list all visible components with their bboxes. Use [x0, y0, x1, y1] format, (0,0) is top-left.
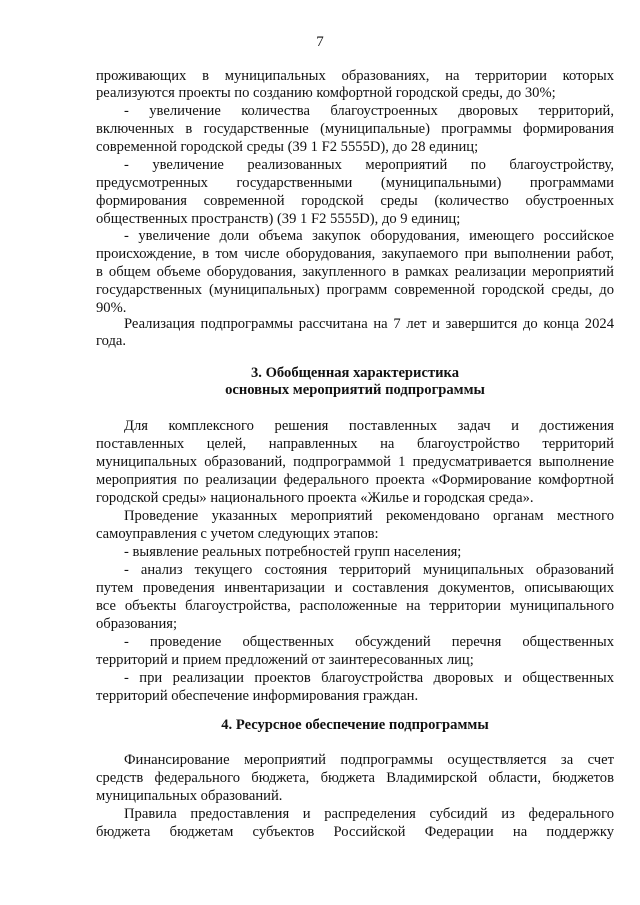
section-heading: основных мероприятий подпрограммы — [225, 382, 485, 398]
text-line: образования; — [96, 616, 178, 632]
text-line: - анализ текущего состояния территорий муниципальных образований — [124, 562, 614, 578]
text-line: формирования современной городской среды (количество обустроенных — [96, 193, 614, 209]
text-line: - увеличение количества благоустроенных дворовых территорий, — [124, 103, 614, 119]
text-line: муниципальных образований. — [96, 788, 283, 804]
text-line: включенных в государственные (муниципальные) программы формирования — [96, 121, 614, 137]
text-line: года. — [96, 333, 127, 349]
text-line: предусмотренных государственными (муниципальными) программами — [96, 175, 614, 191]
text-line: все объекты благоустройства, расположенные на территории муниципального — [96, 598, 614, 614]
text-line: Для комплексного решения поставленных задач и достижения — [124, 418, 614, 434]
text-line: путем проведения инвентаризации и составления документов, описывающих — [96, 580, 614, 596]
text-line: территорий обеспечение информирования граждан. — [96, 688, 419, 704]
text-line: происхождение, в том числе оборудования, закупаемого при выполнении работ, — [96, 246, 614, 262]
text-line: проживающих в муниципальных образованиях, на территории которых — [96, 68, 614, 84]
text-line: муниципальных образований, подпрограммой 1 предусматривается выполнение — [96, 454, 614, 470]
text-line: 90%. — [96, 300, 127, 316]
text-line: современной городской среды (39 1 F2 5555D), до 28 единиц; — [96, 139, 479, 155]
text-line: общественных пространств) (39 1 F2 5555D), до 9 единиц; — [96, 211, 461, 227]
text-line: городской среды» национального проекта «Жилье и городская среда». — [96, 490, 534, 506]
section-heading: 3. Обобщенная характеристика — [250, 365, 460, 381]
text-line: Финансирование мероприятий подпрограммы осуществляется за счет — [124, 752, 614, 768]
text-line: - увеличение реализованных мероприятий по благоустройству, — [124, 157, 614, 173]
page-number: 7 — [316, 34, 324, 50]
text-line: - выявление реальных потребностей групп населения; — [124, 544, 462, 560]
text-line: самоуправления с учетом следующих этапов: — [96, 526, 379, 542]
text-line: государственных (муниципальных) программ современной городской среды, до — [96, 282, 614, 298]
text-line: территорий и прием предложений от заинтересованных лиц; — [96, 652, 474, 668]
text-line: Реализация подпрограммы рассчитана на 7 лет и завершится до конца 2024 — [124, 316, 614, 332]
text-line: средств федерального бюджета, бюджета Владимирской области, бюджетов — [96, 770, 614, 786]
text-line: поставленных целей, направленных на благоустройство территорий — [96, 436, 614, 452]
text-line: - при реализации проектов благоустройства дворовых и общественных — [124, 670, 614, 686]
text-line: мероприятия по реализации федерального проекта «Формирование комфортной — [96, 472, 614, 488]
text-line: бюджета бюджетам субъектов Российской Федерации на поддержку — [96, 824, 614, 840]
text-line: Правила предоставления и распределения субсидий из федерального — [124, 806, 614, 822]
text-line: - проведение общественных обсуждений перечня общественных — [124, 634, 614, 650]
text-line: Проведение указанных мероприятий рекомендовано органам местного — [124, 508, 614, 524]
text-line: - увеличение доли объема закупок оборудования, имеющего российское — [124, 228, 614, 244]
text-line: в общем объеме оборудования, закупленного в рамках реализации мероприятий — [96, 264, 614, 280]
section-heading: 4. Ресурсное обеспечение подпрограммы — [221, 717, 489, 733]
text-line: реализуются проекты по созданию комфортной городской среды, до 30%; — [96, 85, 556, 101]
